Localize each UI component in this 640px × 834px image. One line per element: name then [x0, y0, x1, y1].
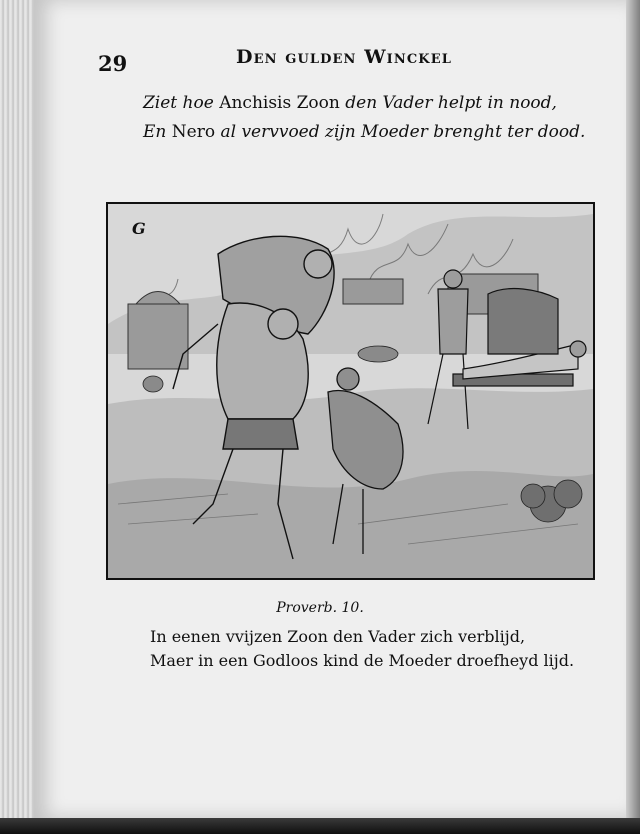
right-page-edge [626, 0, 640, 834]
page-number: 29 [98, 51, 128, 76]
verse-top-line-2 [143, 120, 586, 144]
verse-top-line-1-part-b: Anchisis Zoon [219, 93, 346, 113]
engraving-svg [108, 204, 593, 578]
verse-bottom-line-1: In eenen vvijzen Zoon den Vader zich verblijd, [150, 627, 526, 646]
running-title: Den gulden Winckel [236, 46, 452, 68]
bottom-shadow [0, 818, 640, 834]
verse-top-line-2-part-a: En [143, 122, 172, 142]
verse-top-line-2-part-c: al vervvoed zijn Moeder brenght ter dood. [220, 122, 586, 142]
engraving-illustration [106, 202, 595, 580]
verse-top-line-1-part-c: den Vader helpt in nood, [345, 93, 557, 113]
verse-bottom-line-2: Maer in een Godloos kind de Moeder droefheyd lijd. [150, 651, 575, 670]
verse-top-line-1 [143, 91, 563, 115]
verse-top-line-2-part-b: Nero [171, 122, 221, 142]
page-edges [0, 0, 35, 834]
plate-letter: G [132, 219, 146, 238]
verse-top-line-1-part-a: Ziet hoe [143, 93, 220, 113]
scripture-reference: Proverb. 10. [276, 600, 364, 616]
